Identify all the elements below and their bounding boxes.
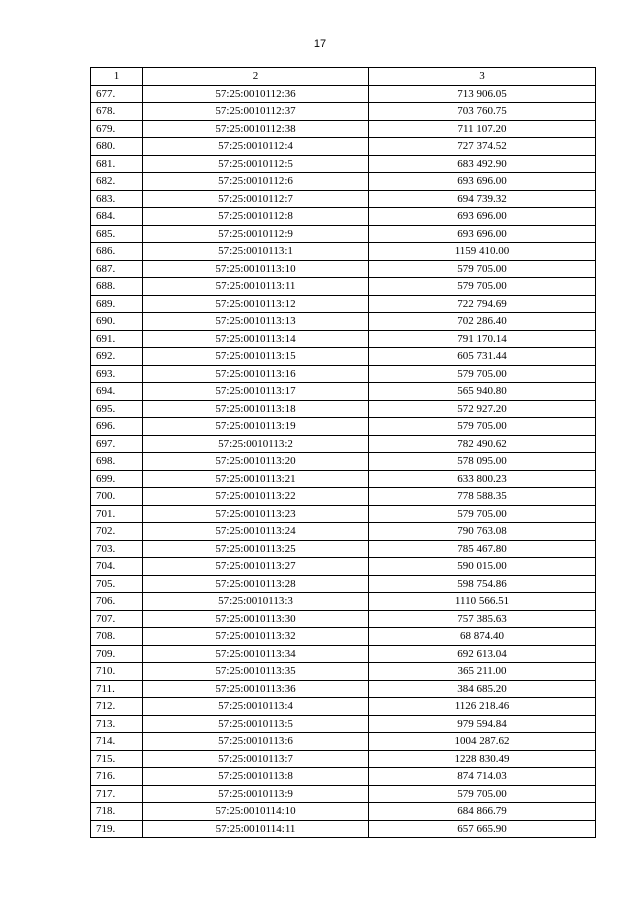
cadastral-value: 785 467.80	[369, 540, 596, 558]
row-number: 686.	[91, 243, 143, 261]
row-number: 706.	[91, 593, 143, 611]
cadastral-value: 579 705.00	[369, 365, 596, 383]
table-row	[91, 400, 596, 418]
cadastral-value: 874 714.03	[369, 768, 596, 786]
cadastral-value: 68 874.40	[369, 628, 596, 646]
cadastral-value: 572 927.20	[369, 400, 596, 418]
cadastral-number: 57:25:0010113:18	[143, 400, 369, 418]
cadastral-value: 579 705.00	[369, 418, 596, 436]
cadastral-value: 778 588.35	[369, 488, 596, 506]
cadastral-number: 57:25:0010112:5	[143, 155, 369, 173]
table-row	[91, 85, 596, 103]
cadastral-value: 565 940.80	[369, 383, 596, 401]
table-row	[91, 628, 596, 646]
table-row	[91, 225, 596, 243]
cadastral-number: 57:25:0010113:6	[143, 733, 369, 751]
cadastral-number: 57:25:0010112:37	[143, 103, 369, 121]
row-number: 710.	[91, 663, 143, 681]
row-number: 702.	[91, 523, 143, 541]
table-row	[91, 365, 596, 383]
row-number: 704.	[91, 558, 143, 576]
cadastral-number: 57:25:0010113:9	[143, 785, 369, 803]
row-number: 717.	[91, 785, 143, 803]
cadastral-value: 579 705.00	[369, 260, 596, 278]
table-row	[91, 313, 596, 331]
row-number: 697.	[91, 435, 143, 453]
table-row	[91, 610, 596, 628]
row-number: 694.	[91, 383, 143, 401]
table-row	[91, 768, 596, 786]
cadastral-value: 1110 566.51	[369, 593, 596, 611]
cadastral-value: 790 763.08	[369, 523, 596, 541]
table-row	[91, 383, 596, 401]
cadastral-number: 57:25:0010113:2	[143, 435, 369, 453]
cadastral-value: 727 374.52	[369, 138, 596, 156]
row-number: 700.	[91, 488, 143, 506]
cadastral-value: 1004 287.62	[369, 733, 596, 751]
cadastral-number: 57:25:0010113:11	[143, 278, 369, 296]
table-row	[91, 750, 596, 768]
table-row	[91, 260, 596, 278]
cadastral-value: 791 170.14	[369, 330, 596, 348]
table-row	[91, 470, 596, 488]
cadastral-number: 57:25:0010113:13	[143, 313, 369, 331]
row-number: 689.	[91, 295, 143, 313]
cadastral-number: 57:25:0010112:8	[143, 208, 369, 226]
cadastral-number: 57:25:0010113:25	[143, 540, 369, 558]
cadastral-value: 979 594.84	[369, 715, 596, 733]
cadastral-value: 702 286.40	[369, 313, 596, 331]
cadastral-number: 57:25:0010113:14	[143, 330, 369, 348]
row-number: 707.	[91, 610, 143, 628]
cadastral-value: 579 705.00	[369, 785, 596, 803]
row-number: 703.	[91, 540, 143, 558]
cadastral-number: 57:25:0010113:34	[143, 645, 369, 663]
table-body	[91, 85, 596, 838]
cadastral-number: 57:25:0010113:30	[143, 610, 369, 628]
row-number: 714.	[91, 733, 143, 751]
table-row	[91, 663, 596, 681]
table-header	[91, 68, 596, 86]
cadastral-value: 782 490.62	[369, 435, 596, 453]
table-row	[91, 418, 596, 436]
cadastral-number: 57:25:0010112:38	[143, 120, 369, 138]
cadastral-number: 57:25:0010112:36	[143, 85, 369, 103]
row-number: 682.	[91, 173, 143, 191]
cadastral-number: 57:25:0010113:4	[143, 698, 369, 716]
cadastral-number: 57:25:0010114:11	[143, 820, 369, 838]
table-row	[91, 155, 596, 173]
row-number: 699.	[91, 470, 143, 488]
row-number: 719.	[91, 820, 143, 838]
header-row	[91, 68, 596, 86]
table-row	[91, 295, 596, 313]
cadastral-value: 693 696.00	[369, 173, 596, 191]
cadastral-value: 657 665.90	[369, 820, 596, 838]
row-number: 688.	[91, 278, 143, 296]
header-col-value: 3	[369, 68, 596, 86]
row-number: 716.	[91, 768, 143, 786]
row-number: 696.	[91, 418, 143, 436]
page-number: 17	[313, 38, 327, 50]
cadastral-value: 693 696.00	[369, 208, 596, 226]
row-number: 712.	[91, 698, 143, 716]
row-number: 715.	[91, 750, 143, 768]
row-number: 680.	[91, 138, 143, 156]
cadastral-number: 57:25:0010112:4	[143, 138, 369, 156]
row-number: 705.	[91, 575, 143, 593]
row-number: 687.	[91, 260, 143, 278]
row-number: 711.	[91, 680, 143, 698]
table-row	[91, 103, 596, 121]
cadastral-number: 57:25:0010113:35	[143, 663, 369, 681]
table-row	[91, 558, 596, 576]
row-number: 681.	[91, 155, 143, 173]
cadastral-value: 684 866.79	[369, 803, 596, 821]
table-row	[91, 435, 596, 453]
cadastral-number: 57:25:0010113:5	[143, 715, 369, 733]
cadastral-value: 722 794.69	[369, 295, 596, 313]
cadastral-value: 384 685.20	[369, 680, 596, 698]
cadastral-number: 57:25:0010113:28	[143, 575, 369, 593]
row-number: 695.	[91, 400, 143, 418]
table-row	[91, 715, 596, 733]
cadastral-number: 57:25:0010113:32	[143, 628, 369, 646]
cadastral-number: 57:25:0010113:27	[143, 558, 369, 576]
table-row	[91, 575, 596, 593]
row-number: 677.	[91, 85, 143, 103]
cadastral-value: 692 613.04	[369, 645, 596, 663]
cadastral-number: 57:25:0010112:7	[143, 190, 369, 208]
row-number: 698.	[91, 453, 143, 471]
cadastral-value: 598 754.86	[369, 575, 596, 593]
row-number: 709.	[91, 645, 143, 663]
table-row	[91, 278, 596, 296]
header-col-number: 1	[91, 68, 143, 86]
cadastral-value: 605 731.44	[369, 348, 596, 366]
cadastral-number: 57:25:0010113:15	[143, 348, 369, 366]
cadastral-value: 693 696.00	[369, 225, 596, 243]
cadastral-value: 633 800.23	[369, 470, 596, 488]
row-number: 693.	[91, 365, 143, 383]
table-row	[91, 803, 596, 821]
table-row	[91, 453, 596, 471]
cadastral-number: 57:25:0010113:17	[143, 383, 369, 401]
cadastral-number: 57:25:0010113:1	[143, 243, 369, 261]
cadastral-number: 57:25:0010113:7	[143, 750, 369, 768]
table-row	[91, 208, 596, 226]
header-col-cadastral-number: 2	[143, 68, 369, 86]
cadastral-value: 757 385.63	[369, 610, 596, 628]
row-number: 691.	[91, 330, 143, 348]
cadastral-number: 57:25:0010113:10	[143, 260, 369, 278]
cadastral-number: 57:25:0010113:24	[143, 523, 369, 541]
table-row	[91, 540, 596, 558]
table-row	[91, 593, 596, 611]
table-row	[91, 505, 596, 523]
table-row	[91, 733, 596, 751]
cadastral-value: 1126 218.46	[369, 698, 596, 716]
row-number: 678.	[91, 103, 143, 121]
cadastral-number: 57:25:0010113:3	[143, 593, 369, 611]
cadastral-number: 57:25:0010113:12	[143, 295, 369, 313]
cadastral-value: 365 211.00	[369, 663, 596, 681]
cadastral-value: 683 492.90	[369, 155, 596, 173]
table-row	[91, 348, 596, 366]
cadastral-number: 57:25:0010113:36	[143, 680, 369, 698]
cadastral-value-table	[90, 67, 596, 838]
cadastral-number: 57:25:0010113:22	[143, 488, 369, 506]
row-number: 679.	[91, 120, 143, 138]
cadastral-value: 711 107.20	[369, 120, 596, 138]
table-row	[91, 785, 596, 803]
row-number: 690.	[91, 313, 143, 331]
cadastral-number: 57:25:0010114:10	[143, 803, 369, 821]
row-number: 701.	[91, 505, 143, 523]
row-number: 684.	[91, 208, 143, 226]
cadastral-value: 579 705.00	[369, 278, 596, 296]
table-row	[91, 820, 596, 838]
row-number: 713.	[91, 715, 143, 733]
cadastral-value: 578 095.00	[369, 453, 596, 471]
cadastral-number: 57:25:0010112:6	[143, 173, 369, 191]
cadastral-value: 579 705.00	[369, 505, 596, 523]
row-number: 685.	[91, 225, 143, 243]
cadastral-number: 57:25:0010113:20	[143, 453, 369, 471]
cadastral-number: 57:25:0010112:9	[143, 225, 369, 243]
cadastral-value: 590 015.00	[369, 558, 596, 576]
table-row	[91, 243, 596, 261]
table-row	[91, 330, 596, 348]
cadastral-number: 57:25:0010113:19	[143, 418, 369, 436]
cadastral-number: 57:25:0010113:23	[143, 505, 369, 523]
table-row	[91, 523, 596, 541]
cadastral-value: 713 906.05	[369, 85, 596, 103]
cadastral-value: 1159 410.00	[369, 243, 596, 261]
row-number: 683.	[91, 190, 143, 208]
row-number: 718.	[91, 803, 143, 821]
cadastral-value: 1228 830.49	[369, 750, 596, 768]
cadastral-number: 57:25:0010113:16	[143, 365, 369, 383]
table-row	[91, 190, 596, 208]
table-row	[91, 488, 596, 506]
row-number: 692.	[91, 348, 143, 366]
row-number: 708.	[91, 628, 143, 646]
table-row	[91, 680, 596, 698]
cadastral-value: 694 739.32	[369, 190, 596, 208]
table-row	[91, 645, 596, 663]
table-row	[91, 698, 596, 716]
table-row	[91, 120, 596, 138]
cadastral-number: 57:25:0010113:21	[143, 470, 369, 488]
table-row	[91, 173, 596, 191]
cadastral-value: 703 760.75	[369, 103, 596, 121]
table-row	[91, 138, 596, 156]
cadastral-number: 57:25:0010113:8	[143, 768, 369, 786]
